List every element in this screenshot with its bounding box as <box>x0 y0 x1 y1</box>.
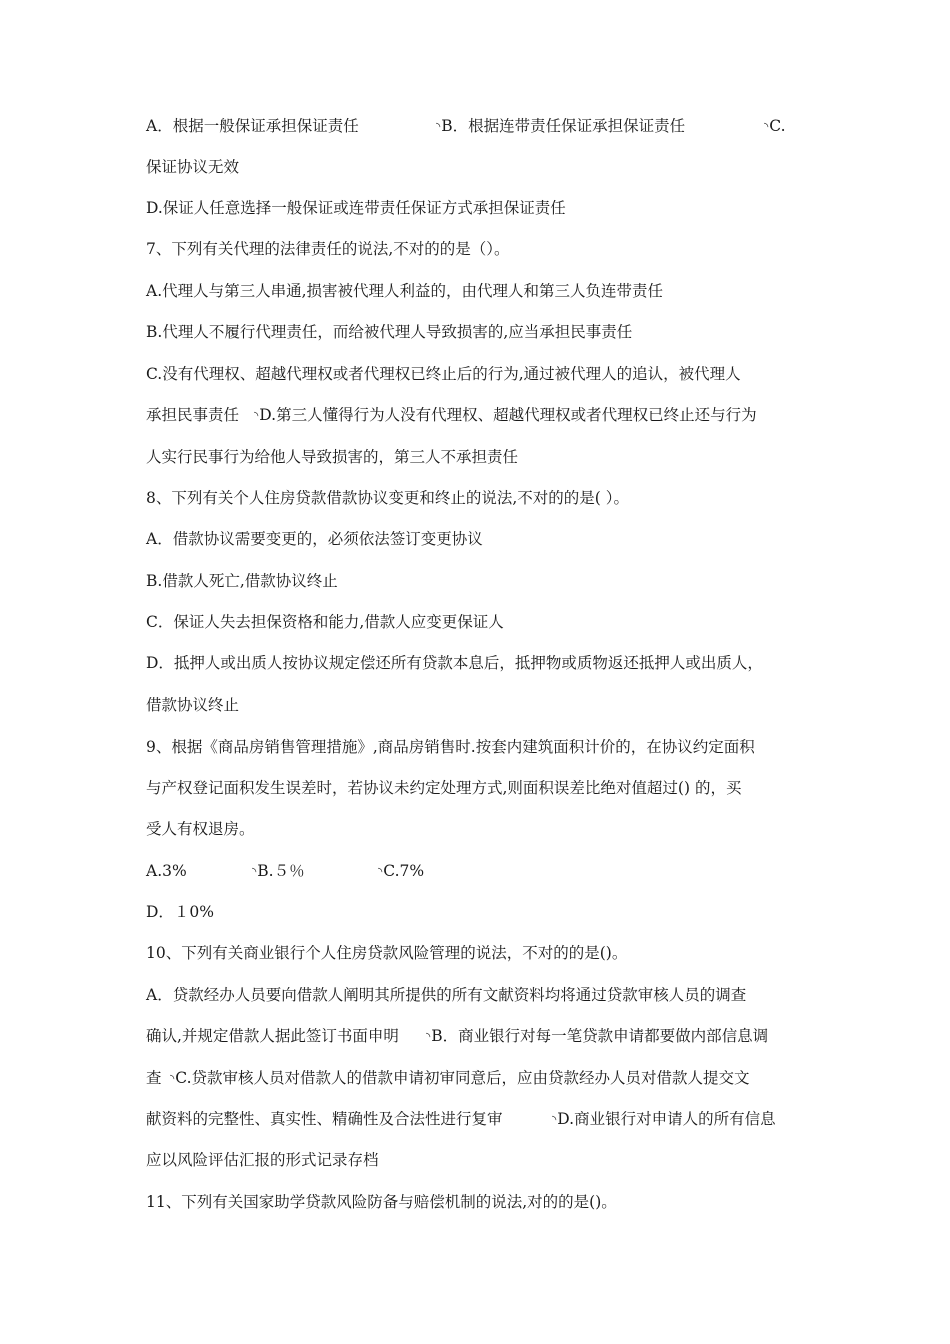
option-a: A．根据一般保证承担保证责任 <box>146 117 359 135</box>
arrow-marker-icon: ◝ <box>252 865 257 878</box>
document-page: A．根据一般保证承担保证责任 ◝B．根据连带责任保证承担保证责任 ◝C. 保证协议无效 D.保证人任意选择一般保证或连带责任保证方式承担保证责任 7、下列有关代理的法律责任的说法,不对的的是（）。 A.代理人与第三人串通,损害被代理人利益的，由代理人和第三人负连带责任 B.代理人不履行代理责任，而给被代理人导致损害的,应当承担民事责任 C.没有代理权、超越代理权或者代理权已终止后的行为,通过被代理人的追认，被代理人 承担民事责任 ◝D.第三人懂得行为人没有代理权、超越代理权或者代理权已终止还与行为 人实行民事行为给他人导致损害的，第三人不承担责任 8、下列有关个人住房贷款借款协议变更和终止的说法,不对的的是( ）。 A．借款协议需要变更的，必须依法签订变更协议 B.借款人死亡,借款协议终止 C．保证人失去担保资格和能力,借款人应变更保证人 D．抵押人或出质人按协议规定偿还所有贷款本息后，抵押物或质物返还抵押人或出质人， 借款协议终止 9、根据《商品房销售管理措施》,商品房销售时.按套内建筑面积计价的，在协议约定面积 与产权登记面积发生误差时，若协议未约定处理方式,则面积误差比绝对值超过() 的，买 受人有权退房。 A.3% ◝B.５％ ◝C.7% D．１0% 10、下列有关商业银行个人住房贷款风险管理的说法，不对的的是()。 A．贷款经办人员要向借款人阐明其所提供的所有文献资料均将通过贷款审核人员的调查 确认,并规定借款人据此签订书面申明 ◝B．商业银行对每一笔贷款申请都要做内部信息调 查 ◝C.贷款审核人员对借款人的借款申请初审同意后，应由贷款经办人员对借款人提交文 献资料的完整性、真实性、精确性及合法性进行复审 ◝D.商业银行对申请人的所有信息 应以风险评估汇报的形式记录存档 11、下列有关国家助学贷款风险防备与赔偿机制的说法,对的的是()。 <box>146 117 786 1211</box>
text-line: A．借款协议需要变更的，必须依法签订变更协议 <box>146 530 483 548</box>
text-line: A．贷款经办人员要向借款人阐明其所提供的所有文献资料均将通过贷款审核人员的调查 <box>146 986 747 1004</box>
text-line: 借款协议终止 <box>146 696 240 714</box>
text-line: C.没有代理权、超越代理权或者代理权已终止后的行为,通过被代理人的追认，被代理人 <box>146 365 741 383</box>
arrow-marker-icon: ◝ <box>170 1072 175 1085</box>
question-7: 7、下列有关代理的法律责任的说法,不对的的是（）。 <box>146 240 510 258</box>
text-line: C．保证人失去担保资格和能力,借款人应变更保证人 <box>146 613 504 631</box>
option-c: ◝C. <box>764 117 786 135</box>
text-line: B.代理人不履行代理责任，而给被代理人导致损害的,应当承担民事责任 <box>146 323 633 341</box>
text-line: 应以风险评估汇报的形式记录存档 <box>146 1151 379 1169</box>
question-11: 11、下列有关国家助学贷款风险防备与赔偿机制的说法,对的的是()。 <box>146 1193 617 1211</box>
text-line: 人实行民事行为给他人导致损害的，第三人不承担责任 <box>146 448 519 466</box>
arrow-marker-icon: ◝ <box>378 865 383 878</box>
text-line: D．抵押人或出质人按协议规定偿还所有贷款本息后，抵押物或质物返还抵押人或出质人， <box>146 654 763 672</box>
text-line: 保证协议无效 <box>146 158 240 176</box>
option-a: A.3% <box>146 862 187 880</box>
option-b: ◝B．根据连带责任保证承担保证责任 <box>436 117 686 135</box>
question-8: 8、下列有关个人住房贷款借款协议变更和终止的说法,不对的的是( ）。 <box>146 489 630 507</box>
arrow-marker-icon: ◝ <box>436 120 441 133</box>
option-b: ◝B.５％ <box>252 862 305 880</box>
question-9: 9、根据《商品房销售管理措施》,商品房销售时.按套内建筑面积计价的，在协议约定面积 <box>146 738 755 756</box>
text-line: B.借款人死亡,借款协议终止 <box>146 572 338 590</box>
text-line: D.保证人任意选择一般保证或连带责任保证方式承担保证责任 <box>146 199 566 217</box>
option-c: ◝C.7% <box>378 862 425 880</box>
arrow-marker-icon: ◝ <box>552 1113 557 1126</box>
text-line: 与产权登记面积发生误差时，若协议未约定处理方式,则面积误差比绝对值超过() 的，买 <box>146 779 742 797</box>
text-line: A.代理人与第三人串通,损害被代理人利益的，由代理人和第三人负连带责任 <box>146 282 664 300</box>
text-line: 受人有权退房。 <box>146 820 255 838</box>
arrow-marker-icon: ◝ <box>254 409 259 422</box>
arrow-marker-icon: ◝ <box>426 1030 431 1043</box>
arrow-marker-icon: ◝ <box>764 120 769 133</box>
question-10: 10、下列有关商业银行个人住房贷款风险管理的说法，不对的的是()。 <box>146 944 628 962</box>
option-d: D．１0% <box>146 903 215 921</box>
